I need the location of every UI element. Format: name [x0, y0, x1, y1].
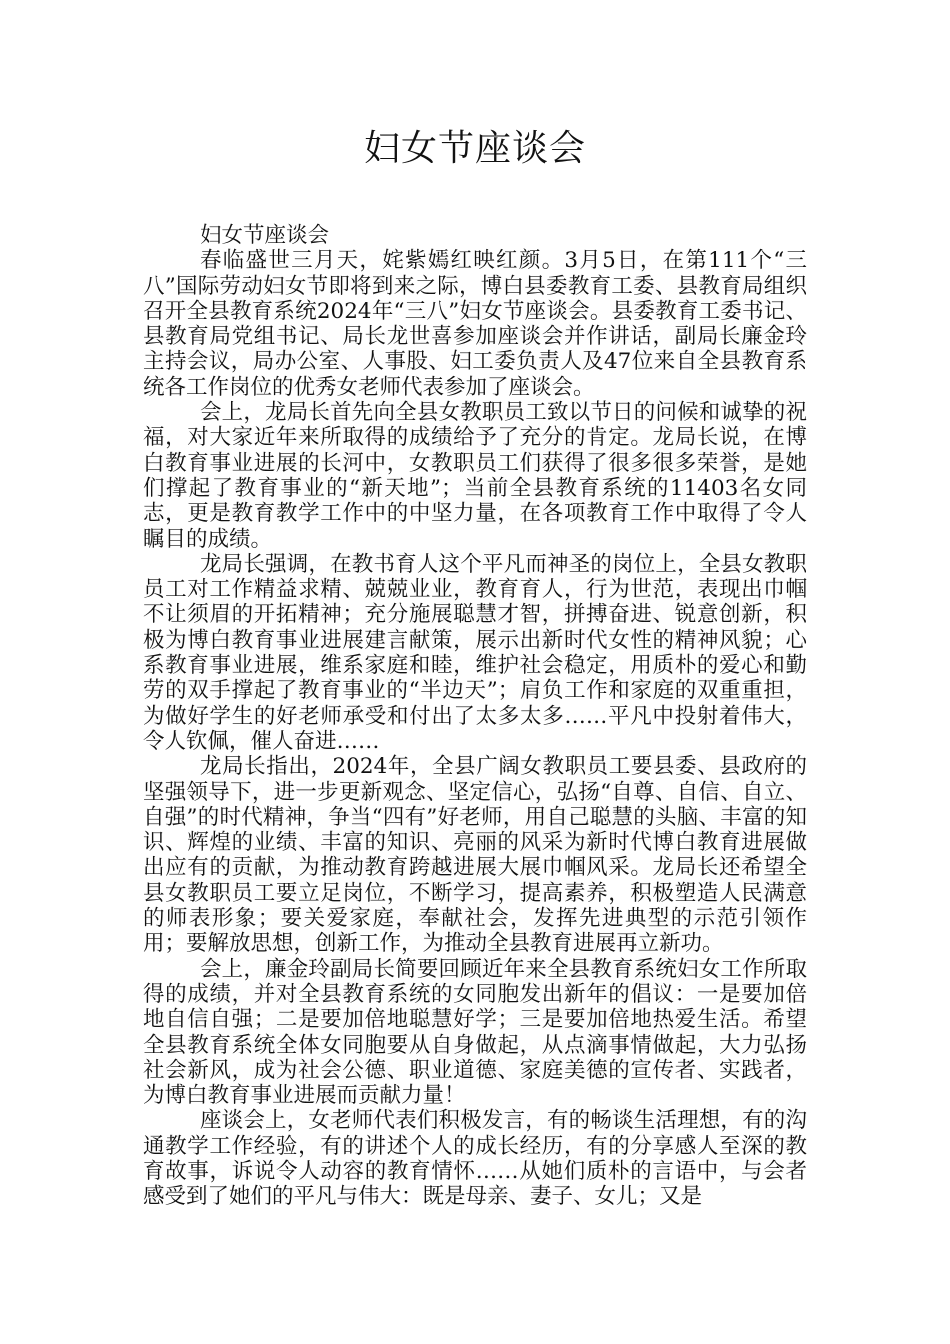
document-body: [143, 223, 807, 1210]
paragraph-3: 龙局长强调，在教书育人这个平凡而神圣的岗位上，全县女教职员工对工作精益求精、兢兢业业，教育育人，行为世范，表现出巾帼不让须眉的开拓精神；充分施展聪慧才智，拼搏奋进、锐意创新，积极为博白教育事业进展建言献策，展示出新时代女性的精神风貌；心系教育事业进展，维系家庭和睦，维护社会稳定，用质朴的爱心和勤劳的双手撑起了教育事业的“半边天”；肩负工作和家庭的双重重担，为做好学生的好老师承受和付出了太多太多……平凡中投射着伟大，令人钦佩，催人奋进……: [143, 551, 807, 754]
paragraph-5: 会上，廉金玲副局长简要回顾近年来全县教育系统妇女工作所取得的成绩，并对全县教育系统的女同胞发出新年的倡议：一是要加倍地自信自强；二是要加倍地聪慧好学；三是要加倍地热爱生活。希望全县教育系统全体女同胞要从自身做起，从点滴事情做起，大力弘扬社会新风，成为社会公德、职业道德、家庭美德的宣传者、实践者，为博白教育事业进展而贡献力量！: [143, 956, 807, 1109]
paragraph-6: 座谈会上，女老师代表们积极发言，有的畅谈生活理想，有的沟通教学工作经验，有的讲述个人的成长经历，有的分享感人至深的教育故事，诉说令人动容的教育情怀……从她们质朴的言语中，与会者感受到了她们的平凡与伟大：既是母亲、妻子、女儿；又是: [143, 1108, 807, 1210]
document-title: 妇女节座谈会: [363, 128, 586, 169]
document-subtitle: 妇女节座谈会: [200, 223, 330, 248]
paragraph-1: 春临盛世三月天，姹紫嫣红映红颜。3月5日，在第111个“三八”国际劳动妇女节即将到来之际，博白县委教育工委、县教育局组织召开全县教育系统2024年“三八”妇女节座谈会。县委教育工委书记、县教育局党组书记、局长龙世喜参加座谈会并作讲话，副局长廉金玲主持会议，局办公室、人事股、妇工委负责人及47位来自全县教育系统各工作岗位的优秀女老师代表参加了座谈会。: [143, 248, 807, 400]
paragraph-4: 龙局长指出，2024年，全县广阔女教职员工要县委、县政府的坚强领导下，进一步更新观念、坚定信心，弘扬“自尊、自信、自立、自强”的时代精神，争当“四有”好老师，用自己聪慧的头脑、丰富的知识、辉煌的业绩、丰富的知识、亮丽的风采为新时代博白教育进展做出应有的贡献，为推动教育跨越进展大展巾帼风采。龙局长还希望全县女教职员工要立足岗位，不断学习，提高素养，积极塑造人民满意的师表形象；要关爱家庭，奉献社会，发挥先进典型的示范引领作用；要解放思想，创新工作，为推动全县教育进展再立新功。: [143, 754, 807, 957]
paragraph-2: 会上，龙局长首先向全县女教职员工致以节日的问候和诚挚的祝福，对大家近年来所取得的成绩给予了充分的肯定。龙局长说，在博白教育事业进展的长河中，女教职员工们获得了很多很多荣誉，是她们撑起了教育事业的“新天地”；当前全县教育系统的11403名女同志，更是教育教学工作中的中坚力量，在各项教育工作中取得了令人瞩目的成绩。: [143, 400, 807, 552]
